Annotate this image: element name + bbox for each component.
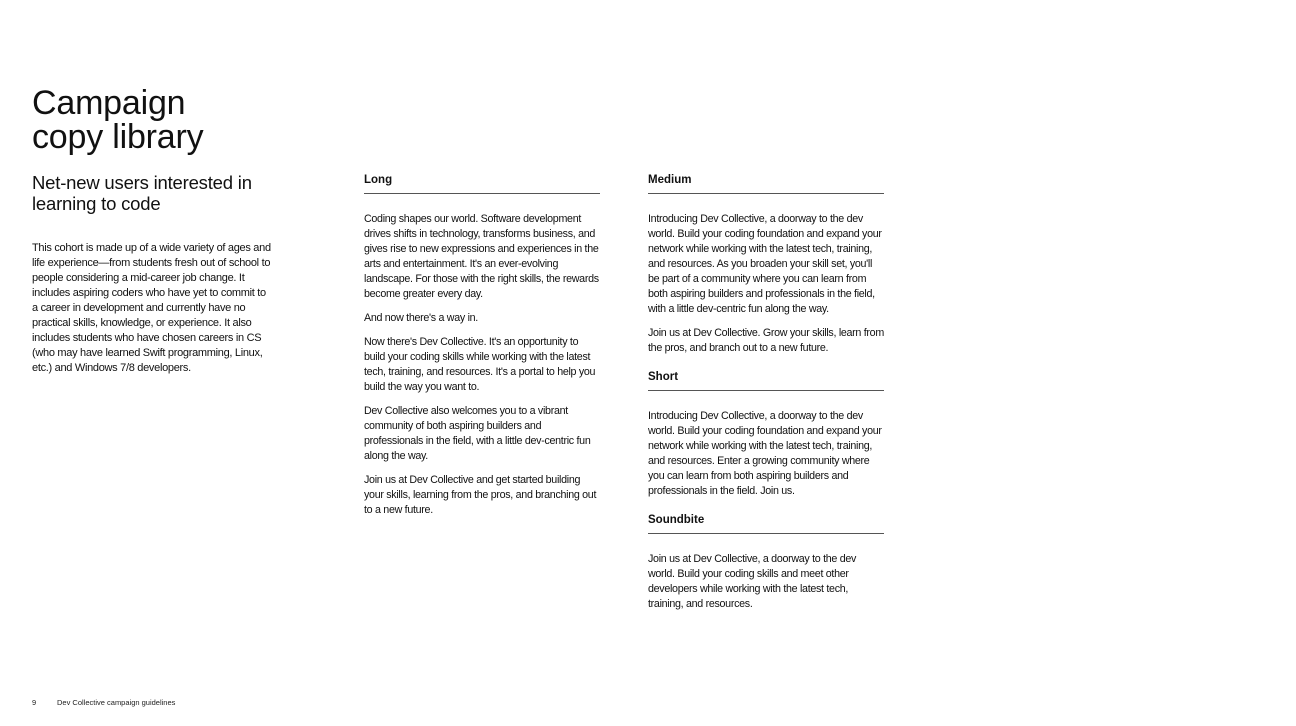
long-paragraph: Join us at Dev Collective and get started building your skills, learning from the pros, and branching out to a new future. <box>364 474 597 516</box>
long-paragraph: Coding shapes our world. Software development drives shifts in technology, transforms business, and gives rise to new expressions and experiences in the arts and entertainment. It's an ever-evolving landscape. For those with the right skills, the rewards become greater every day. <box>364 213 599 300</box>
page-number: 9 <box>32 698 37 707</box>
page-title-line-1: Campaign <box>32 84 186 122</box>
long-heading: Long <box>364 172 600 194</box>
medium-heading: Medium <box>648 172 884 194</box>
long-copy-column <box>364 172 600 527</box>
long-paragraph: Now there's Dev Collective. It's an opportunity to build your coding skills while working with the latest tech, training, and resources. It's a portal to help you build the way you want to. <box>364 336 596 393</box>
short-heading: Short <box>648 369 884 391</box>
medium-paragraph: Join us at Dev Collective. Grow your skills, learn from the pros, and branch out to a new future. <box>648 327 884 354</box>
medium-paragraph: Introducing Dev Collective, a doorway to the dev world. Build your coding foundation and expand your network while working with the latest tech, training, and resources. As you broaden your skill set, you'll be part of a community where you can learn from both aspiring builders and professionals in the field, with a little dev-centric fun along the way. <box>648 213 882 315</box>
footer-text: Dev Collective campaign guidelines <box>57 698 176 707</box>
long-paragraph: Dev Collective also welcomes you to a vibrant community of both aspiring builders and professionals in the field, with a little dev-centric fun along the way. <box>364 405 591 462</box>
short-copy-column <box>648 172 884 621</box>
audience-description: This cohort is made up of a wide variety of ages and life experience—from students fresh out of school to people considering a mid-career job change. It includes aspiring coders who have yet to commit to a career in development and currently have no practical skills, knowledge, or experience. It also includes students who have chosen careers in CS (who may have learned Swift programming, Linux, etc.) and Windows 7/8 developers. <box>32 242 271 374</box>
long-paragraph: And now there's a way in. <box>364 312 478 324</box>
audience-subtitle: Net-new users interested in learning to code <box>32 172 252 214</box>
short-paragraph: Introducing Dev Collective, a doorway to the dev world. Build your coding foundation and expand your network while working with the latest tech, training, and resources. Enter a growing community where you can learn from both aspiring builders and professionals in the field. Join us. <box>648 410 882 497</box>
page-title <box>32 86 292 154</box>
page-title-line-2: copy library <box>32 118 204 156</box>
soundbite-paragraph: Join us at Dev Collective, a doorway to the dev world. Build your coding skills and meet other developers while working with the latest tech, training, and resources. <box>648 553 857 610</box>
page-footer <box>32 698 175 708</box>
soundbite-heading: Soundbite <box>648 512 884 534</box>
